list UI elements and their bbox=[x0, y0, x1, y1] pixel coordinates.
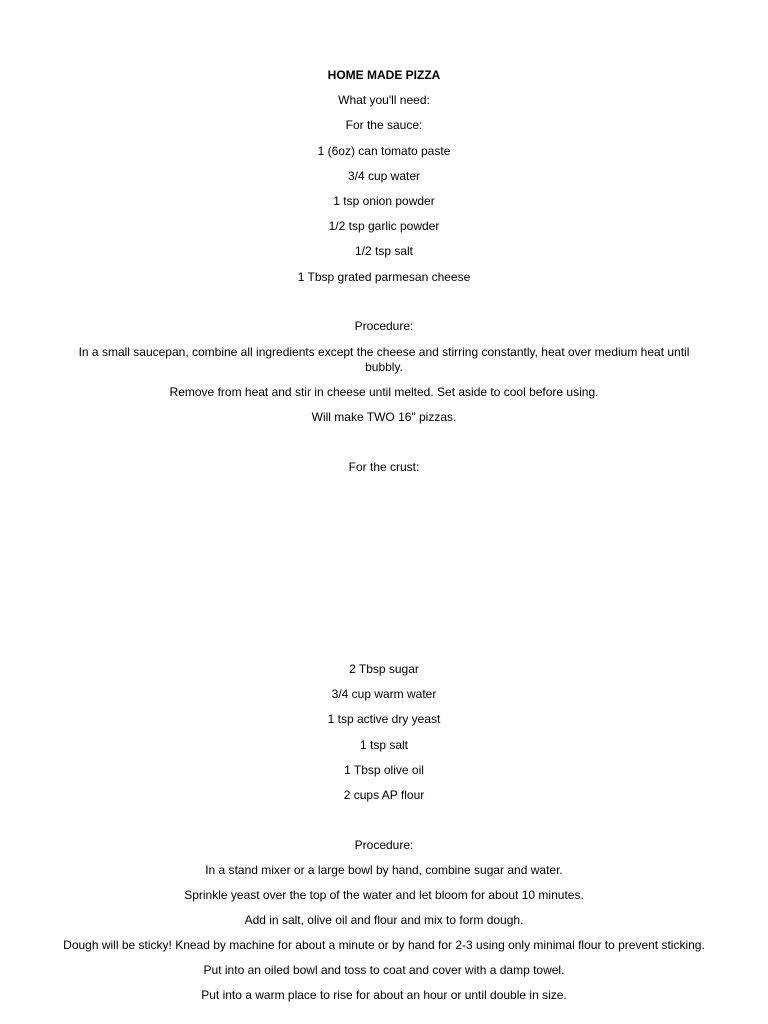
crust-ingredient: 3/4 cup warm water bbox=[331, 687, 437, 701]
crust-heading: For the crust: bbox=[348, 460, 420, 474]
sauce-ingredient: 1/2 tsp garlic powder bbox=[328, 219, 440, 233]
crust-step: Sprinkle yeast over the top of the water and let bloom for about 10 minutes. bbox=[184, 888, 584, 902]
sauce-ingredient: 1/2 tsp salt bbox=[354, 244, 414, 258]
crust-ingredient: 2 Tbsp sugar bbox=[349, 662, 419, 676]
sauce-ingredient: 1 Tbsp grated parmesan cheese bbox=[297, 270, 471, 284]
crust-step: Put into a warm place to rise for about an hour or until double in size. bbox=[201, 988, 567, 1002]
sauce-procedure-heading: Procedure: bbox=[354, 319, 414, 333]
intro-text: What you'll need: bbox=[338, 93, 430, 107]
crust-ingredient: 1 tsp active dry yeast bbox=[327, 712, 441, 726]
sauce-heading: For the sauce: bbox=[345, 118, 423, 132]
crust-step: Put into an oiled bowl and toss to coat and cover with a damp towel. bbox=[203, 963, 565, 977]
crust-step: In a stand mixer or a large bowl by hand, combine sugar and water. bbox=[205, 863, 563, 877]
crust-ingredient: 2 cups AP flour bbox=[343, 788, 425, 802]
sauce-step: Will make TWO 16" pizzas. bbox=[311, 410, 457, 424]
crust-procedure-heading: Procedure: bbox=[354, 838, 414, 852]
sauce-ingredient: 1 (6oz) can tomato paste bbox=[317, 144, 451, 158]
sauce-step: Remove from heat and stir in cheese until melted. Set aside to cool before using. bbox=[169, 385, 599, 399]
crust-step: Add in salt, olive oil and flour and mix to form dough. bbox=[244, 913, 524, 927]
crust-ingredient: 1 tsp salt bbox=[359, 738, 409, 752]
crust-ingredient: 1 Tbsp olive oil bbox=[344, 763, 424, 777]
sauce-ingredient: 1 tsp onion powder bbox=[333, 194, 435, 208]
page-title: HOME MADE PIZZA bbox=[327, 68, 441, 82]
crust-step: Dough will be sticky! Knead by machine for about a minute or by hand for 2-3 using only minimal flour to prevent sticking. bbox=[63, 938, 705, 952]
sauce-ingredient: 3/4 cup water bbox=[347, 169, 421, 183]
sauce-step: In a small saucepan, combine all ingredients except the cheese and stirring constantly, heat over medium heat until bubbly. bbox=[78, 345, 690, 374]
